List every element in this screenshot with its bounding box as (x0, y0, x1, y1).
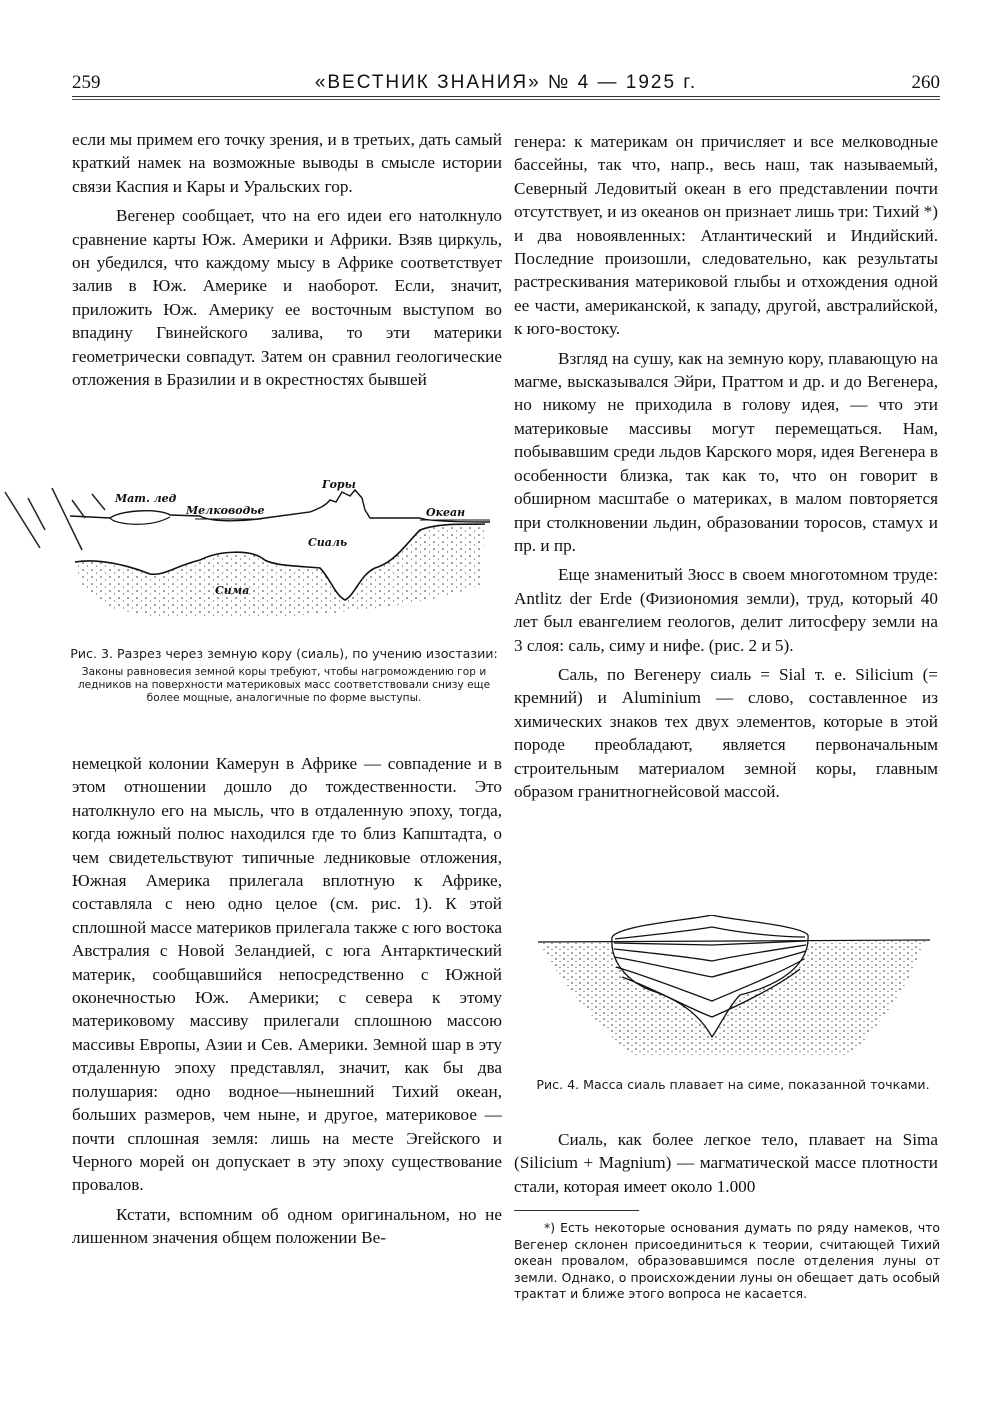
label-mountains: Горы (322, 478, 356, 491)
figure-4-drawing (530, 915, 940, 1065)
figure-4-caption: Рис. 4. Масса сиаль плавает на симе, показанной точками. (536, 1077, 930, 1092)
footnote-text: *) Есть некоторые основания думать по ряду намеков, что Вегенер склонен присоединиться к теории, считающей Тихий океан провалом, образовавшимся после отделения луны от земли. Однако, о происхождении луны он обещает дать особый трактат и ближе этого вопроса не касается. (514, 1220, 940, 1302)
running-header (72, 68, 940, 98)
right-column-bottom (514, 1128, 938, 1198)
journal-title: «ВЕСТНИК ЗНАНИЯ» № 4 — 1925 г. (314, 72, 698, 93)
paragraph: немецкой колонии Камерун в Африке — совпадение и в этом отношении дошло до тождественности. Это натолкнуло его на мысль, что в отдаленную эпоху, тогда, когда южный полюс находился где то близ Капштадта, о чем свидетельствуют типичные ледниковые отложения, Южная Америка прилегала вплотную к Африке, составляла с нею одно целое (см. рис. 1). К этой сплошной массе материков прилегала также с юго востока Австралия с Новой Зеландией, с юга Антарктический материк, сообщавшийся непосредственно с Южной оконечностью Юж. Америки; с севера к этому материковому массиву прилегали сплошною массою массивы Европы, Азии и Сев. Америки. Земной шар в эту отдаленную эпоху представлял, значит, как бы два полушария: одно водное—нынешний Тихий океан, больших размеров, чем ныне, и другое, материковое — почти сплошная земля: лишь на месте Эгейского и Черного морей он допускает в эту эпоху существование провалов. (72, 754, 502, 1195)
footnote-rule (514, 1210, 639, 1211)
page-number-right: 260 (911, 72, 940, 93)
paragraph: если мы примем его точку зрения, и в третьих, дать самый краткий намек на возможные выводы в смысле истории связи Каспия и Кары и Уральских гор. (72, 130, 502, 196)
paragraph: Саль, по Вегенеру сиаль = Sial т. е. Silicium (= кремний) и Aluminium — слово, составленное из химических знаков тех двух элементов, которые в этой породе преобладают, является первоначальным строительным материалом земной коры, главным образом гранитногнейсовой массой. (514, 664, 938, 801)
paragraph: Кстати, вспомним об одном оригинальном, но не лишенном значения общем положении Ве- (72, 1204, 502, 1248)
right-column-top (514, 130, 938, 803)
figure-3-caption-subtext: Законы равновесия земной коры требуют, чтобы нагромождению гор и ледников на поверхности материковых масс соответствовали снизу еще более мощные, аналогичные по форме выступы. (77, 666, 491, 704)
figure-4-sial-floating (530, 915, 940, 1065)
paragraph: Сиаль, как более легкое тело, плавает на Sima (Silicium + Magnium) — магматической массе плотности стали, которая имеет около 1.000 (514, 1130, 938, 1196)
figure-3-drawing (0, 470, 500, 620)
ice-cap (110, 517, 170, 524)
page-number-left: 259 (72, 72, 101, 93)
figure-3-crust-section (0, 470, 500, 620)
label-sial: Сиаль (308, 536, 348, 549)
label-ocean: Океан (426, 506, 466, 519)
left-column-top (72, 128, 502, 391)
paragraph: Вегенер сообщает, что на его идеи его натолкнуло сравнение карты Юж. Америки и Африки. Взяв циркуль, он убедился, что каждому мысу в Африке соответствует залив в Юж. Америке и наоборот. Если, значит, приложить Юж. Америку ее восточным выступом во впадину Гвинейского залива, то эти материки геометрически совпадут. Затем он сравнил геологические отложения в Бразилии и в окрестностях бывшей (72, 206, 502, 390)
figure-3-caption (62, 646, 506, 705)
sima-region (75, 524, 485, 618)
label-ice: Мат. лед (115, 492, 177, 505)
handwritten-marks (5, 488, 105, 550)
label-shallow: Мелководье (186, 504, 265, 517)
paragraph: генера: к материкам он причисляет и все мелководные бассейны, так что, напр., весь наш, так называемый, Северный Ледовитый океан в его представлении почти отсутствует, и из океанов он признает лишь три: Тихий *) и два новоявленных: Атлантический и Индийский. Последние произошли, следовательно, как результаты растрескивания материковой глыбы и отхождения одной ее части, американской, к западу, другой, австралийской, к юго-востоку. (514, 132, 938, 339)
header-rule (72, 96, 940, 100)
paragraph: Взгляд на сушу, как на земную кору, плавающую на магме, высказывался Эйри, Праттом и др. и до Вегенера, но никому не приходила в голову идея, — что эти материковые массивы могут перемещаться. Нам, побывавшим среди льдов Карского моря, идея Вегенера в особенности близка, так как то, что он говорит в обширном масштабе о материках, в малом повторяется при столкновении льдин, образовании торосов, стамух и пр. и пр. (514, 348, 938, 555)
label-sima: Сима (215, 584, 250, 597)
paragraph: Еще знаменитый Зюсс в своем многотомном труде: Antlitz der Erde (Физиономия земли), труд, который 40 лет был евангелием геологов, делит литосферу земли на 3 слоя: саль, симу и нифе. (рис. 2 и 5). (514, 565, 938, 655)
figure-3-caption-title: Рис. 3. Разрез через земную кору (сиаль), по учению изостазии: (70, 646, 498, 661)
left-column-bottom (72, 752, 502, 1250)
footnote (514, 1220, 940, 1303)
